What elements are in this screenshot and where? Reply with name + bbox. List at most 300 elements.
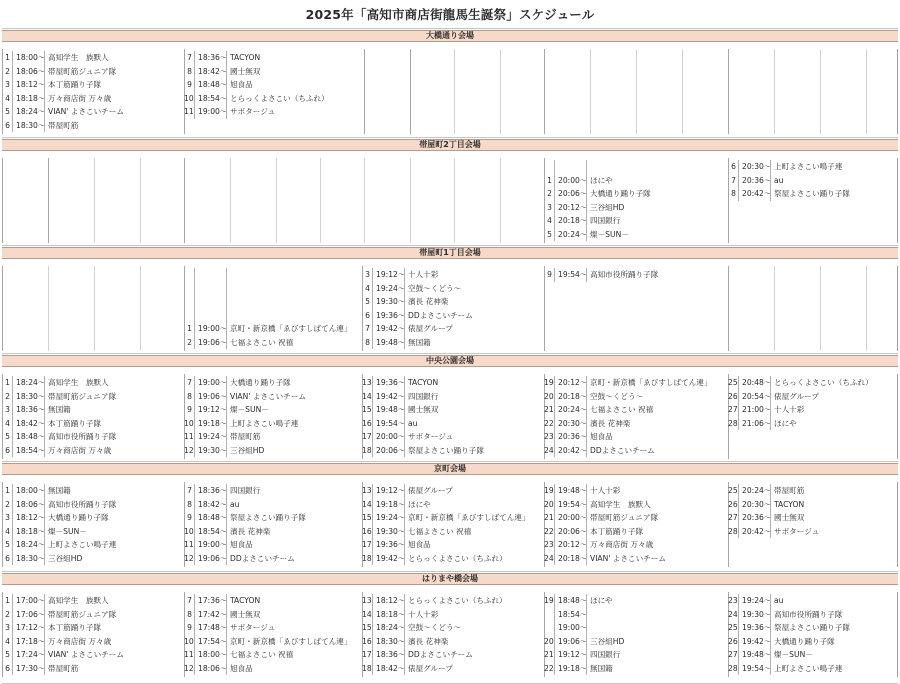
team-name: [226, 309, 230, 323]
team-name: 俵屋グループ: [404, 484, 453, 498]
schedule-row: [544, 635, 624, 649]
schedule-row: [362, 309, 473, 323]
order-number: [184, 309, 194, 323]
team-name: 大橋通り踊り子隊: [770, 635, 835, 649]
schedule-row: [362, 525, 471, 539]
schedule-row: [362, 552, 507, 566]
team-name: 本丁筋踊り子隊: [44, 621, 101, 635]
team-name: 高知市役所踊り子隊: [44, 430, 116, 444]
team-name: TACYON: [226, 594, 260, 608]
order-number: 14: [362, 609, 372, 619]
team-name: au: [770, 594, 783, 608]
order-number: 25: [728, 623, 738, 632]
order-number: 16: [362, 418, 372, 428]
order-number: 19: [544, 486, 554, 495]
team-name: 祭屋よさこい踊り子隊: [404, 444, 484, 458]
team-name: DDよさこいチーム: [586, 444, 655, 458]
order-number: 8: [187, 499, 192, 509]
order-number: 5: [5, 540, 10, 549]
start-time: 18:54～: [194, 525, 226, 539]
team-name: 万々商店街 万々歳: [586, 538, 653, 552]
team-name: VIAN' よさこいチーム: [44, 648, 124, 662]
team-name: 大橋通り踊り子隊: [226, 376, 291, 390]
order-number: 24: [728, 609, 738, 619]
schedule-row: [2, 390, 116, 404]
team-name: 上町よさこい鳴子連: [770, 160, 842, 174]
order-number: 4: [365, 283, 370, 293]
start-time: 19:12～: [372, 484, 404, 498]
grid-line: [364, 158, 365, 243]
start-time: 20:24～: [554, 228, 586, 242]
team-name: 祭屋よさこい踊り子隊: [770, 187, 850, 201]
order-number: 23: [728, 596, 738, 605]
team-name: 俵屋グループ: [404, 662, 453, 676]
grid-line: [276, 158, 277, 243]
start-time: 19:06～: [194, 336, 226, 350]
team-name: 高知市役所踊り子隊: [770, 608, 842, 622]
team-name: とらっくよさこい（ちふれ）: [770, 376, 873, 390]
order-number: 11: [184, 650, 194, 659]
order-number: 6: [5, 663, 10, 673]
start-time: 17:12～: [12, 621, 44, 635]
schedule-row: [184, 390, 306, 404]
order-number: 6: [731, 162, 736, 171]
team-name: DDよさこいチーム: [226, 552, 295, 566]
order-number: 22: [544, 663, 554, 673]
schedule-row: [544, 552, 666, 566]
schedule-row: [2, 498, 116, 512]
start-time: 20:18～: [554, 390, 586, 404]
start-time: 18:18～: [12, 525, 44, 539]
order-number: 8: [187, 391, 192, 401]
schedule-row: [362, 322, 453, 336]
start-time: 18:00～: [194, 648, 226, 662]
grid-line: [866, 266, 867, 351]
order-number: 26: [728, 499, 738, 509]
schedule-row: [728, 662, 842, 676]
team-name: 帯屋町筋: [226, 430, 260, 444]
start-time: 20:36～: [738, 174, 770, 188]
schedule-row: [184, 105, 275, 119]
column-divider: [728, 266, 729, 351]
start-time: 19:54～: [554, 498, 586, 512]
order-number: 28: [728, 418, 738, 428]
order-number: 10: [184, 636, 194, 646]
schedule-row: [362, 484, 453, 498]
order-number: 1: [5, 53, 10, 62]
schedule-row: [544, 430, 613, 444]
start-time: 20:36～: [554, 430, 586, 444]
order-number: [184, 282, 194, 296]
team-name: とらっくよさこい（ちふれ）: [226, 92, 329, 106]
order-number: 24: [544, 445, 554, 455]
team-name: 大橋通り踊り子隊: [44, 511, 109, 525]
schedule-row: [544, 403, 653, 417]
team-name: [226, 295, 230, 309]
team-name: 濱長 花神楽: [226, 525, 270, 539]
schedule-row: [728, 594, 783, 608]
team-name: 七福よさこい 祝禧: [226, 336, 293, 350]
grid-line: [2, 461, 898, 462]
order-number: 26: [728, 636, 738, 646]
page-title: 2025年「高知市商店街龍馬生誕祭」スケジュール: [305, 7, 595, 22]
team-name: サボタージュ: [226, 105, 275, 119]
start-time: 19:48～: [372, 336, 404, 350]
team-name: 京町・新京橋「ゑびすしばてん連」: [404, 511, 530, 525]
team-name: 燦－SUN－: [770, 648, 813, 662]
schedule-row: [184, 662, 253, 676]
schedule-row: [544, 187, 651, 201]
team-name: VIAN' よさこいチーム: [226, 390, 306, 404]
schedule-row: [544, 160, 590, 174]
schedule-row: [728, 498, 804, 512]
team-name: au: [404, 417, 417, 431]
order-number: 5: [547, 229, 552, 239]
schedule-row: [544, 648, 620, 662]
team-name: 三谷組HD: [586, 635, 624, 649]
venue-block: [0, 158, 900, 243]
team-name: 大橋通り踊り子隊: [586, 187, 651, 201]
start-time: 20:18～: [554, 552, 586, 566]
schedule-row: [362, 511, 530, 525]
schedule-row: [362, 417, 417, 431]
team-name: 無国籍: [44, 484, 71, 498]
team-name: 旭食品: [226, 538, 253, 552]
team-name: 濱長 花神楽: [404, 295, 448, 309]
schedule-row: [2, 538, 116, 552]
schedule-row: [544, 662, 613, 676]
order-number: 18: [362, 445, 372, 455]
schedule-row: [728, 525, 819, 539]
order-number: 27: [728, 650, 738, 659]
order-number: [184, 268, 194, 282]
venue-block: [0, 592, 900, 677]
team-name: au: [770, 174, 783, 188]
start-time: 19:12～: [372, 268, 404, 282]
start-time: 18:24～: [12, 538, 44, 552]
order-number: 3: [547, 202, 552, 212]
start-time: 18:48～: [554, 594, 586, 608]
order-number: 7: [187, 53, 192, 62]
start-time: 18:30～: [12, 119, 44, 133]
team-name: サボタージュ: [226, 621, 275, 635]
order-number: 26: [728, 391, 738, 401]
start-time: 18:18～: [12, 92, 44, 106]
schedule-row: [2, 444, 111, 458]
team-name: 帯屋町筋: [770, 484, 804, 498]
order-number: 25: [728, 486, 738, 495]
order-number: 6: [5, 445, 10, 455]
start-time: 20:30～: [554, 417, 586, 431]
team-name: とらっくよさこい（ちふれ）: [404, 594, 507, 608]
start-time: 17:42～: [194, 608, 226, 622]
team-name: [226, 268, 230, 282]
team-name: 無国籍: [586, 662, 613, 676]
start-time: 18:30～: [12, 552, 44, 566]
start-time: 19:42～: [372, 552, 404, 566]
order-number: 10: [184, 418, 194, 428]
order-number: 11: [184, 107, 194, 116]
team-name: 高知学生 族默人: [44, 594, 109, 608]
grid-line: [897, 266, 898, 351]
order-number: 9: [187, 623, 192, 632]
start-time: 19:54～: [554, 268, 586, 282]
order-number: 24: [544, 553, 554, 563]
order-number: 13: [362, 596, 372, 605]
start-time: 18:24～: [12, 376, 44, 390]
order-number: 2: [5, 499, 10, 509]
start-time: 17:06～: [12, 608, 44, 622]
start-time: 19:42～: [738, 635, 770, 649]
team-name: 祭屋よさこい踊り子隊: [226, 511, 306, 525]
team-name: 俵屋グループ: [770, 390, 819, 404]
schedule-row: [544, 594, 613, 608]
team-name: 高知市役所踊り子隊: [44, 498, 116, 512]
team-name: 上町よさこい鳴子連: [44, 538, 116, 552]
schedule-row: [2, 525, 87, 539]
order-number: [544, 621, 554, 635]
schedule-row: [544, 174, 613, 188]
team-name: 万々商店街 万々歳: [44, 444, 111, 458]
start-time: 19:42～: [372, 390, 404, 404]
team-name: 高知学生 族默人: [44, 376, 109, 390]
start-time: 19:18～: [194, 417, 226, 431]
schedule-row: [544, 390, 643, 404]
schedule-row: [2, 552, 82, 566]
grid-line: [590, 49, 591, 134]
order-number: 1: [5, 378, 10, 387]
schedule-row: [2, 608, 116, 622]
schedule-row: [544, 417, 630, 431]
column-divider: [544, 49, 545, 134]
order-number: 15: [362, 623, 372, 632]
start-time: 18:06～: [194, 662, 226, 676]
schedule-row: [184, 511, 306, 525]
start-time: 18:24～: [12, 105, 44, 119]
team-name: 京町・新京橋「ゑびすしばてん連」: [226, 322, 352, 336]
start-time: 19:42～: [372, 322, 404, 336]
grid-line: [140, 266, 141, 351]
start-time: 20:06～: [372, 444, 404, 458]
grid-line: [230, 158, 231, 243]
team-name: 京町・新京橋「ゑびすしばてん連」: [226, 635, 352, 649]
start-time: 20:54～: [738, 390, 770, 404]
order-number: 8: [187, 66, 192, 76]
schedule-row: [362, 268, 438, 282]
order-number: 3: [5, 513, 10, 522]
schedule-row: [2, 65, 116, 79]
start-time: 19:48～: [372, 403, 404, 417]
start-time: 18:12～: [12, 78, 44, 92]
order-number: 5: [5, 650, 10, 659]
start-time: 20:42～: [738, 187, 770, 201]
team-name: 三谷組HD: [586, 201, 624, 215]
schedule-row: [184, 417, 298, 431]
start-time: 20:42～: [738, 525, 770, 539]
schedule-row: [728, 376, 873, 390]
order-number: 28: [728, 526, 738, 536]
order-number: 3: [5, 623, 10, 632]
schedule-row: [544, 268, 658, 282]
order-number: 22: [544, 418, 554, 428]
start-time: 18:06～: [12, 65, 44, 79]
column-divider: [410, 49, 411, 134]
start-time: 19:30～: [372, 295, 404, 309]
start-time: 18:54～: [12, 444, 44, 458]
schedule-row: [184, 403, 269, 417]
order-number: 7: [187, 596, 192, 605]
start-time: 20:12～: [554, 538, 586, 552]
team-name: ほにや: [586, 594, 613, 608]
schedule-row: [184, 635, 352, 649]
order-number: 2: [187, 337, 192, 347]
schedule-row: [544, 621, 590, 635]
start-time: 20:36～: [738, 511, 770, 525]
schedule-row: [184, 594, 260, 608]
team-name: 無国籍: [44, 403, 71, 417]
venue-header: 大橋通り会場: [2, 30, 898, 42]
grid-line: [94, 266, 95, 351]
team-name: 四国銀行: [586, 214, 620, 228]
start-time: 20:00～: [554, 174, 586, 188]
start-time: 20:12～: [554, 376, 586, 390]
team-name: 万々商店街 万々歳: [44, 635, 111, 649]
order-number: 8: [365, 337, 370, 347]
start-time: 19:24～: [738, 594, 770, 608]
order-number: 23: [544, 432, 554, 441]
start-time: 21:06～: [738, 417, 770, 431]
start-time: 19:30～: [738, 608, 770, 622]
start-time: 18:36～: [12, 403, 44, 417]
schedule-row: [362, 608, 438, 622]
schedule-row: [2, 92, 111, 106]
order-number: 2: [5, 609, 10, 619]
schedule-row: [184, 552, 295, 566]
schedule-row: [2, 635, 111, 649]
schedule-row: [544, 608, 590, 622]
team-name: 帯屋町筋ジュニア隊: [44, 390, 116, 404]
column-divider: [2, 266, 3, 351]
grid-line: [820, 266, 821, 351]
start-time: 20:30～: [738, 160, 770, 174]
order-number: 8: [731, 189, 736, 198]
order-number: 3: [365, 270, 370, 279]
start-time: 18:36～: [194, 484, 226, 498]
team-name: 國士無双: [404, 403, 438, 417]
start-time: 19:12～: [194, 403, 226, 417]
order-number: 25: [728, 378, 738, 387]
team-name: 本丁筋踊り子隊: [44, 78, 101, 92]
team-name: 帯屋町筋ジュニア隊: [586, 511, 658, 525]
order-number: 2: [5, 391, 10, 401]
schedule-row: [728, 160, 842, 174]
team-name: とらっくよさこい（ちふれ）: [404, 552, 507, 566]
schedule-row: [2, 662, 78, 676]
grid-line: [897, 374, 898, 459]
start-time: 19:54～: [738, 662, 770, 676]
start-time: 18:36～: [372, 648, 404, 662]
schedule-row: [728, 608, 842, 622]
venue-block: [0, 482, 900, 567]
order-number: 2: [547, 189, 552, 198]
team-name: 帯屋町筋: [44, 119, 78, 133]
order-number: 12: [184, 663, 194, 673]
schedule-row: [184, 621, 275, 635]
grid-line: [774, 49, 775, 134]
schedule-row: [728, 187, 850, 201]
schedule-row: [544, 201, 624, 215]
schedule-row: [362, 403, 438, 417]
start-time: 18:42～: [194, 498, 226, 512]
start-time: 19:00～: [194, 105, 226, 119]
team-name: 上町よさこい鳴子連: [226, 417, 298, 431]
team-name: 帯屋町筋ジュニア隊: [44, 608, 116, 622]
order-number: 3: [5, 80, 10, 89]
start-time: 18:18～: [372, 608, 404, 622]
grid-line: [410, 158, 411, 243]
order-number: 11: [184, 540, 194, 549]
column-divider: [364, 49, 365, 134]
start-time: 20:06～: [554, 187, 586, 201]
schedule-row: [2, 621, 101, 635]
schedule-row: [362, 282, 461, 296]
start-time: [194, 268, 226, 282]
start-time: 18:00～: [12, 484, 44, 498]
start-time: 17:00～: [12, 594, 44, 608]
schedule-row: [362, 430, 453, 444]
start-time: 19:00～: [194, 322, 226, 336]
schedule-row: [184, 444, 264, 458]
grid-line: [897, 49, 898, 134]
order-number: 1: [547, 175, 552, 185]
team-name: 祭屋よさこい踊り子隊: [770, 621, 850, 635]
order-number: 10: [184, 526, 194, 536]
team-name: 七福よさこい 祝禧: [226, 648, 293, 662]
schedule-row: [184, 65, 260, 79]
start-time: 20:06～: [554, 525, 586, 539]
start-time: 18:30～: [12, 390, 44, 404]
schedule-row: [362, 648, 473, 662]
order-number: 13: [362, 486, 372, 495]
schedule-row: [2, 484, 71, 498]
start-time: 18:54～: [194, 92, 226, 106]
order-number: 9: [187, 405, 192, 414]
schedule-row: [362, 594, 507, 608]
grid-line: [2, 571, 898, 572]
venue-header: 帯屋町2丁目会場: [2, 139, 898, 151]
order-number: 18: [362, 553, 372, 563]
venue-block: [0, 374, 900, 459]
team-name: 万々商店街 万々歳: [44, 92, 111, 106]
start-time: 18:54～: [554, 608, 586, 622]
order-number: 18: [362, 663, 372, 673]
venue-header: 京町会場: [2, 463, 898, 475]
order-number: 5: [5, 432, 10, 441]
schedule-row: [544, 484, 620, 498]
column-divider: [184, 158, 185, 243]
start-time: [194, 295, 226, 309]
start-time: 19:48～: [554, 484, 586, 498]
team-name: サボタージュ: [404, 430, 453, 444]
team-name: 十人十彩: [770, 403, 804, 417]
venue-header: 帯屋町1丁目会場: [2, 247, 898, 259]
order-number: 6: [5, 553, 10, 563]
order-number: 6: [5, 120, 10, 130]
grid-line: [2, 137, 898, 138]
start-time: 18:12～: [12, 511, 44, 525]
schedule-row: [184, 484, 260, 498]
order-number: 16: [362, 636, 372, 646]
